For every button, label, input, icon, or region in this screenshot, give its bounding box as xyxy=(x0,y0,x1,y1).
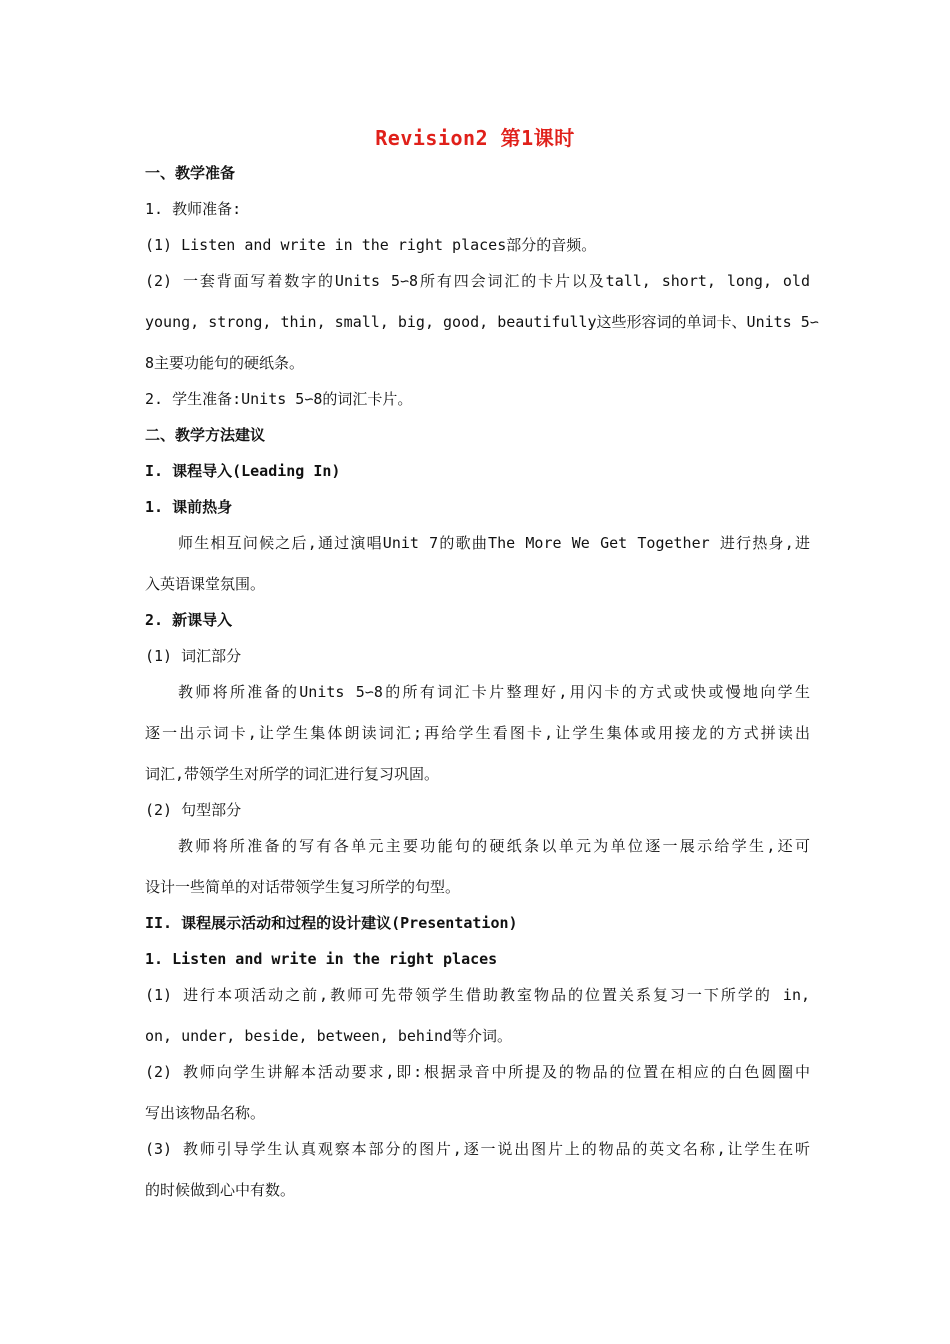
paragraph-line: 入英语课堂氛围。 xyxy=(145,575,266,593)
item-sentence-patterns: (2) 句型部分 xyxy=(145,801,242,819)
section-heading-preparation: 一、教学准备 xyxy=(145,164,236,182)
paragraph-line: on, under, beside, between, behind等介词。 xyxy=(145,1027,513,1045)
paragraph-line: 设计一些简单的对话带领学生复习所学的句型。 xyxy=(145,878,461,896)
document-title: Revision2 第1课时 xyxy=(375,126,575,150)
paragraph-line: 8主要功能句的硬纸条。 xyxy=(145,354,305,372)
subheading-leading-in: I. 课程导入(Leading In) xyxy=(145,462,341,480)
section-heading-methods: 二、教学方法建议 xyxy=(145,426,266,444)
item-teacher-prep: 1. 教师准备: xyxy=(145,200,242,218)
subheading-listen-and-write: 1. Listen and write in the right places xyxy=(145,950,498,968)
paragraph-line: 词汇,带领学生对所学的词汇进行复习巩固。 xyxy=(145,765,440,783)
paragraph-line: (2) 教师向学生讲解本活动要求,即:根据录音中所提及的物品的位置在相应的白色圆圈中 xyxy=(145,1063,810,1081)
paragraph-line: 的时候做到心中有数。 xyxy=(145,1181,296,1199)
paragraph-line: young, strong, thin, small, big, good, beautifully这些形容词的单词卡、Units 5∽ xyxy=(145,313,819,331)
item-student-prep: 2. 学生准备:Units 5∽8的词汇卡片。 xyxy=(145,390,413,408)
paragraph-line: 教师将所准备的写有各单元主要功能句的硬纸条以单元为单位逐一展示给学生,还可 xyxy=(178,837,810,855)
paragraph-line: 教师将所准备的Units 5∽8的所有词汇卡片整理好,用闪卡的方式或快或慢地向学生 xyxy=(178,683,810,701)
subheading-presentation: II. 课程展示活动和过程的设计建议(Presentation) xyxy=(145,914,518,932)
paragraph-line: (1) 进行本项活动之前,教师可先带领学生借助教室物品的位置关系复习一下所学的 in, xyxy=(145,986,810,1004)
paragraph-line: (3) 教师引导学生认真观察本部分的图片,逐一说出图片上的物品的英文名称,让学生在听 xyxy=(145,1140,810,1158)
paragraph-line: (1) Listen and write in the right places部分的音频。 xyxy=(145,236,597,254)
paragraph-line: 写出该物品名称。 xyxy=(145,1104,266,1122)
subheading-warm-up: 1. 课前热身 xyxy=(145,498,233,516)
paragraph-line: (2) 一套背面写着数字的Units 5∽8所有四会词汇的卡片以及tall, short, long, old xyxy=(145,272,810,290)
item-vocabulary: (1) 词汇部分 xyxy=(145,647,242,665)
paragraph-line: 师生相互问候之后,通过演唱Unit 7的歌曲The More We Get Together 进行热身,进 xyxy=(178,534,810,552)
subheading-new-lesson: 2. 新课导入 xyxy=(145,611,233,629)
paragraph-line: 逐一出示词卡,让学生集体朗读词汇;再给学生看图卡,让学生集体或用接龙的方式拼读出 xyxy=(145,724,810,742)
